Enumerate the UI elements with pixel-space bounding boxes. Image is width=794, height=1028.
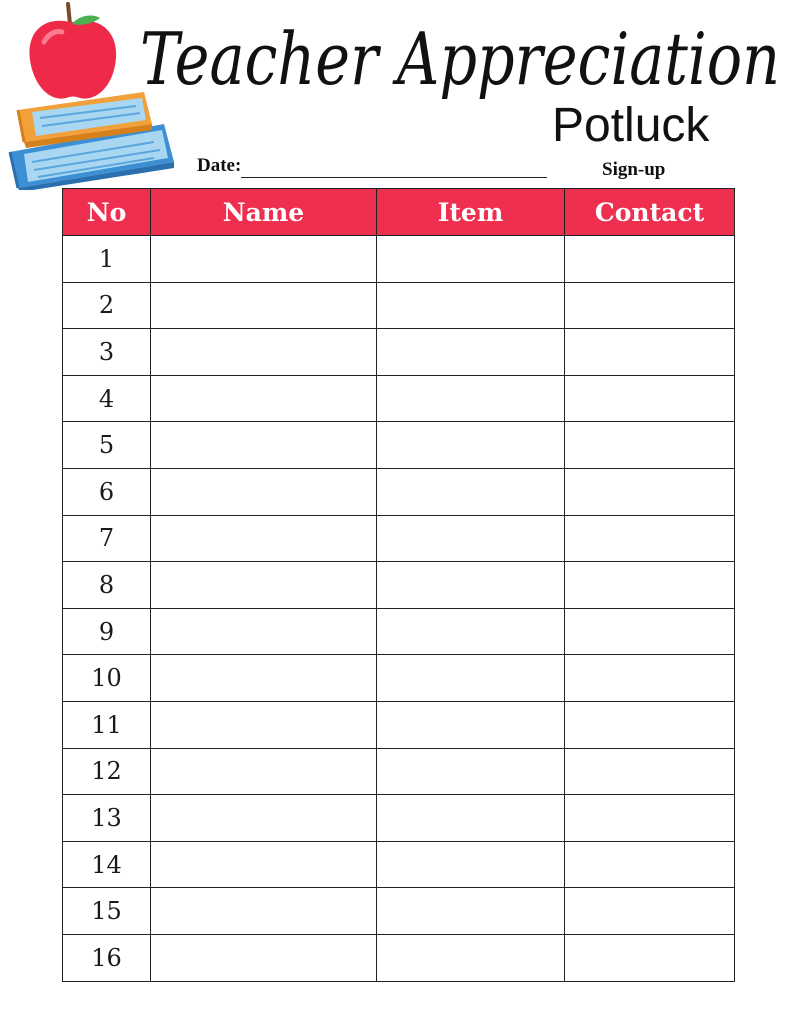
contact-cell[interactable] bbox=[565, 888, 735, 935]
date-field bbox=[197, 154, 547, 178]
table-row bbox=[63, 236, 735, 283]
name-cell[interactable] bbox=[151, 608, 377, 655]
table-row bbox=[63, 422, 735, 469]
contact-cell[interactable] bbox=[565, 795, 735, 842]
contact-cell[interactable] bbox=[565, 329, 735, 376]
item-cell[interactable] bbox=[377, 841, 565, 888]
item-cell[interactable] bbox=[377, 282, 565, 329]
name-cell[interactable] bbox=[151, 468, 377, 515]
name-cell[interactable] bbox=[151, 888, 377, 935]
column-header-contact: Contact bbox=[565, 189, 735, 236]
row-number-cell: 2 bbox=[63, 282, 151, 329]
item-cell[interactable] bbox=[377, 701, 565, 748]
name-cell[interactable] bbox=[151, 655, 377, 702]
table-row bbox=[63, 562, 735, 609]
name-cell[interactable] bbox=[151, 795, 377, 842]
item-cell[interactable] bbox=[377, 748, 565, 795]
table-row bbox=[63, 329, 735, 376]
name-cell[interactable] bbox=[151, 701, 377, 748]
item-cell[interactable] bbox=[377, 888, 565, 935]
table-row bbox=[63, 888, 735, 935]
contact-cell[interactable] bbox=[565, 515, 735, 562]
name-cell[interactable] bbox=[151, 422, 377, 469]
item-cell[interactable] bbox=[377, 655, 565, 702]
table-row bbox=[63, 701, 735, 748]
item-cell[interactable] bbox=[377, 934, 565, 981]
row-number-cell: 6 bbox=[63, 468, 151, 515]
table-row bbox=[63, 748, 735, 795]
column-header-name: Name bbox=[151, 189, 377, 236]
row-number-cell: 11 bbox=[63, 701, 151, 748]
row-number-cell: 1 bbox=[63, 236, 151, 283]
item-cell[interactable] bbox=[377, 515, 565, 562]
contact-cell[interactable] bbox=[565, 282, 735, 329]
row-number-cell: 12 bbox=[63, 748, 151, 795]
title-script bbox=[140, 12, 785, 112]
name-cell[interactable] bbox=[151, 841, 377, 888]
item-cell[interactable] bbox=[377, 422, 565, 469]
name-cell[interactable] bbox=[151, 282, 377, 329]
name-cell[interactable] bbox=[151, 236, 377, 283]
item-cell[interactable] bbox=[377, 608, 565, 655]
contact-cell[interactable] bbox=[565, 655, 735, 702]
item-cell[interactable] bbox=[377, 795, 565, 842]
row-number-cell: 14 bbox=[63, 841, 151, 888]
table-header-row bbox=[63, 189, 735, 236]
contact-cell[interactable] bbox=[565, 468, 735, 515]
contact-cell[interactable] bbox=[565, 934, 735, 981]
row-number-cell: 13 bbox=[63, 795, 151, 842]
table-row bbox=[63, 608, 735, 655]
contact-cell[interactable] bbox=[565, 608, 735, 655]
row-number-cell: 8 bbox=[63, 562, 151, 609]
row-number-cell: 3 bbox=[63, 329, 151, 376]
item-cell[interactable] bbox=[377, 329, 565, 376]
subtitle-signup: Sign-up bbox=[602, 159, 666, 180]
table-row bbox=[63, 515, 735, 562]
column-header-no: No bbox=[63, 189, 151, 236]
contact-cell[interactable] bbox=[565, 701, 735, 748]
contact-cell[interactable] bbox=[565, 841, 735, 888]
name-cell[interactable] bbox=[151, 562, 377, 609]
name-cell[interactable] bbox=[151, 329, 377, 376]
item-cell[interactable] bbox=[377, 236, 565, 283]
row-number-cell: 9 bbox=[63, 608, 151, 655]
name-cell[interactable] bbox=[151, 375, 377, 422]
contact-cell[interactable] bbox=[565, 748, 735, 795]
row-number-cell: 5 bbox=[63, 422, 151, 469]
date-label: Date: bbox=[197, 155, 242, 176]
row-number-cell: 7 bbox=[63, 515, 151, 562]
row-number-cell: 4 bbox=[63, 375, 151, 422]
table-row bbox=[63, 655, 735, 702]
date-blank-line[interactable] bbox=[241, 155, 547, 178]
column-header-item: Item bbox=[377, 189, 565, 236]
row-number-cell: 16 bbox=[63, 934, 151, 981]
contact-cell[interactable] bbox=[565, 562, 735, 609]
contact-cell[interactable] bbox=[565, 422, 735, 469]
table-row bbox=[63, 934, 735, 981]
name-cell[interactable] bbox=[151, 515, 377, 562]
item-cell[interactable] bbox=[377, 375, 565, 422]
title-potluck: Potluck bbox=[552, 99, 710, 152]
row-number-cell: 15 bbox=[63, 888, 151, 935]
contact-cell[interactable] bbox=[565, 375, 735, 422]
name-cell[interactable] bbox=[151, 748, 377, 795]
table-row bbox=[63, 841, 735, 888]
item-cell[interactable] bbox=[377, 562, 565, 609]
table-row bbox=[63, 375, 735, 422]
signup-table bbox=[62, 188, 735, 982]
title-script-text: Teacher Appreciation bbox=[140, 17, 780, 101]
contact-cell[interactable] bbox=[565, 236, 735, 283]
apple-icon bbox=[29, 4, 116, 99]
table-row bbox=[63, 468, 735, 515]
table-row bbox=[63, 282, 735, 329]
item-cell[interactable] bbox=[377, 468, 565, 515]
name-cell[interactable] bbox=[151, 934, 377, 981]
table-row bbox=[63, 795, 735, 842]
row-number-cell: 10 bbox=[63, 655, 151, 702]
